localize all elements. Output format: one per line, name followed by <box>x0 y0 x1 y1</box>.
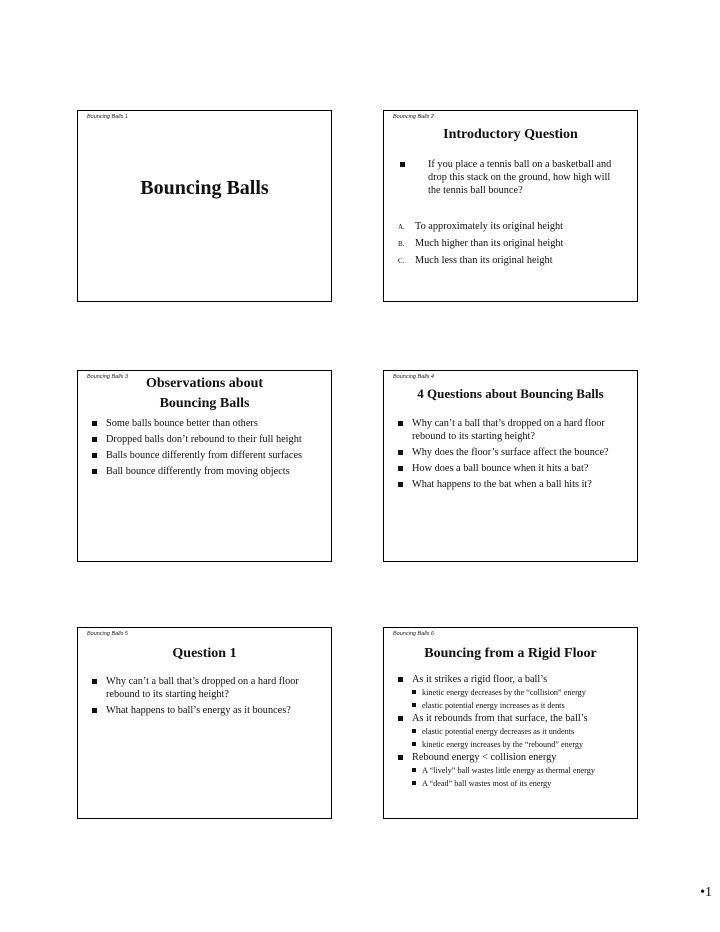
list-item: Why can’t a ball that’s dropped on a hard floor rebound to its starting height? <box>396 417 636 443</box>
bullet-icon <box>92 708 97 713</box>
slide-4 <box>383 370 638 562</box>
bullet-icon <box>398 466 403 471</box>
list-item: Why can’t a ball that’s dropped on a hard floor rebound to its starting height? <box>90 675 328 701</box>
bullet-icon <box>398 450 403 455</box>
slide-header: Bouncing Balls 3 <box>87 374 128 380</box>
answer-options <box>398 220 623 271</box>
sub-list-item: kinetic energy decreases by the “collision” energy <box>396 687 636 698</box>
bullet-icon <box>400 162 405 167</box>
sub-list-item: kinetic energy increases by the “rebound” energy <box>396 739 636 750</box>
sub-list-item: elastic potential energy decreases as it undents <box>396 726 636 737</box>
bullet-list <box>90 417 328 481</box>
bullet-icon <box>412 781 416 785</box>
option-b: B. Much higher than its original height <box>398 238 564 249</box>
list-item: What happens to the bat when a ball hits it? <box>396 478 636 491</box>
bullet-list <box>396 417 636 494</box>
bullet-icon <box>398 421 403 426</box>
list-item: As it strikes a rigid floor, a ball’s <box>396 673 636 686</box>
slide-2 <box>383 110 638 302</box>
bullet-icon <box>398 482 403 487</box>
bullet-icon <box>398 677 403 682</box>
bullet-icon <box>398 716 403 721</box>
bullet-icon <box>398 755 403 760</box>
option-a: A. To approximately its original height <box>398 221 563 232</box>
slide-title: Question 1 <box>172 646 237 661</box>
list-item: Some balls bounce better than others <box>90 417 328 430</box>
slide-title: Bouncing Balls <box>140 177 269 199</box>
list-item: How does a ball bounce when it hits a bat? <box>396 462 636 475</box>
list-item: Dropped balls don’t rebound to their full height <box>90 433 328 446</box>
list-item: Why does the floor’s surface affect the bounce? <box>396 446 636 459</box>
sub-list-item: A “dead” ball wastes most of its energy <box>396 778 636 789</box>
option-c: C. Much less than its original height <box>398 255 553 266</box>
bullet-list <box>398 158 623 200</box>
slide-1 <box>77 110 332 302</box>
slide-header: Bouncing Balls 6 <box>393 631 434 637</box>
bullet-icon <box>92 437 97 442</box>
list-item: Ball bounce differently from moving objects <box>90 465 328 478</box>
sub-list-item: A “lively” ball wastes little energy as thermal energy <box>396 765 636 776</box>
slide-title: Introductory Question <box>443 127 578 142</box>
bullet-icon <box>412 742 416 746</box>
title-line-2: Bouncing Balls <box>159 396 250 411</box>
list-item: Balls bounce differently from different surfaces <box>90 449 328 462</box>
slide-5 <box>77 627 332 819</box>
page-number: •1 <box>700 885 712 900</box>
bullet-list <box>90 675 328 720</box>
sub-list-item: elastic potential energy increases as it dents <box>396 700 636 711</box>
bullet-list <box>396 673 636 790</box>
slide-header: Bouncing Balls 4 <box>393 374 434 380</box>
title-line-1: Observations about <box>145 376 264 391</box>
list-item: If you place a tennis ball on a basketball and drop this stack on the ground, how high will the tennis ball bounce? <box>398 158 623 197</box>
bullet-icon <box>92 469 97 474</box>
list-item: Rebound energy < collision energy <box>396 751 636 764</box>
slide-title: 4 Questions about Bouncing Balls <box>417 386 604 401</box>
slide-header: Bouncing Balls 2 <box>393 114 434 120</box>
bullet-icon <box>412 703 416 707</box>
slide-6 <box>383 627 638 819</box>
bullet-icon <box>92 421 97 426</box>
bullet-icon <box>412 690 416 694</box>
slide-title: Bouncing from a Rigid Floor <box>424 646 597 661</box>
slide-3 <box>77 370 332 562</box>
bullet-icon <box>92 679 97 684</box>
list-item: As it rebounds from that surface, the ball’s <box>396 712 636 725</box>
bullet-icon <box>412 729 416 733</box>
slide-header: Bouncing Balls 1 <box>87 114 128 120</box>
list-item: What happens to ball’s energy as it bounces? <box>90 704 328 717</box>
slide-header: Bouncing Balls 5 <box>87 631 128 637</box>
bullet-icon <box>92 453 97 458</box>
bullet-icon <box>412 768 416 772</box>
slide-title <box>78 374 331 414</box>
